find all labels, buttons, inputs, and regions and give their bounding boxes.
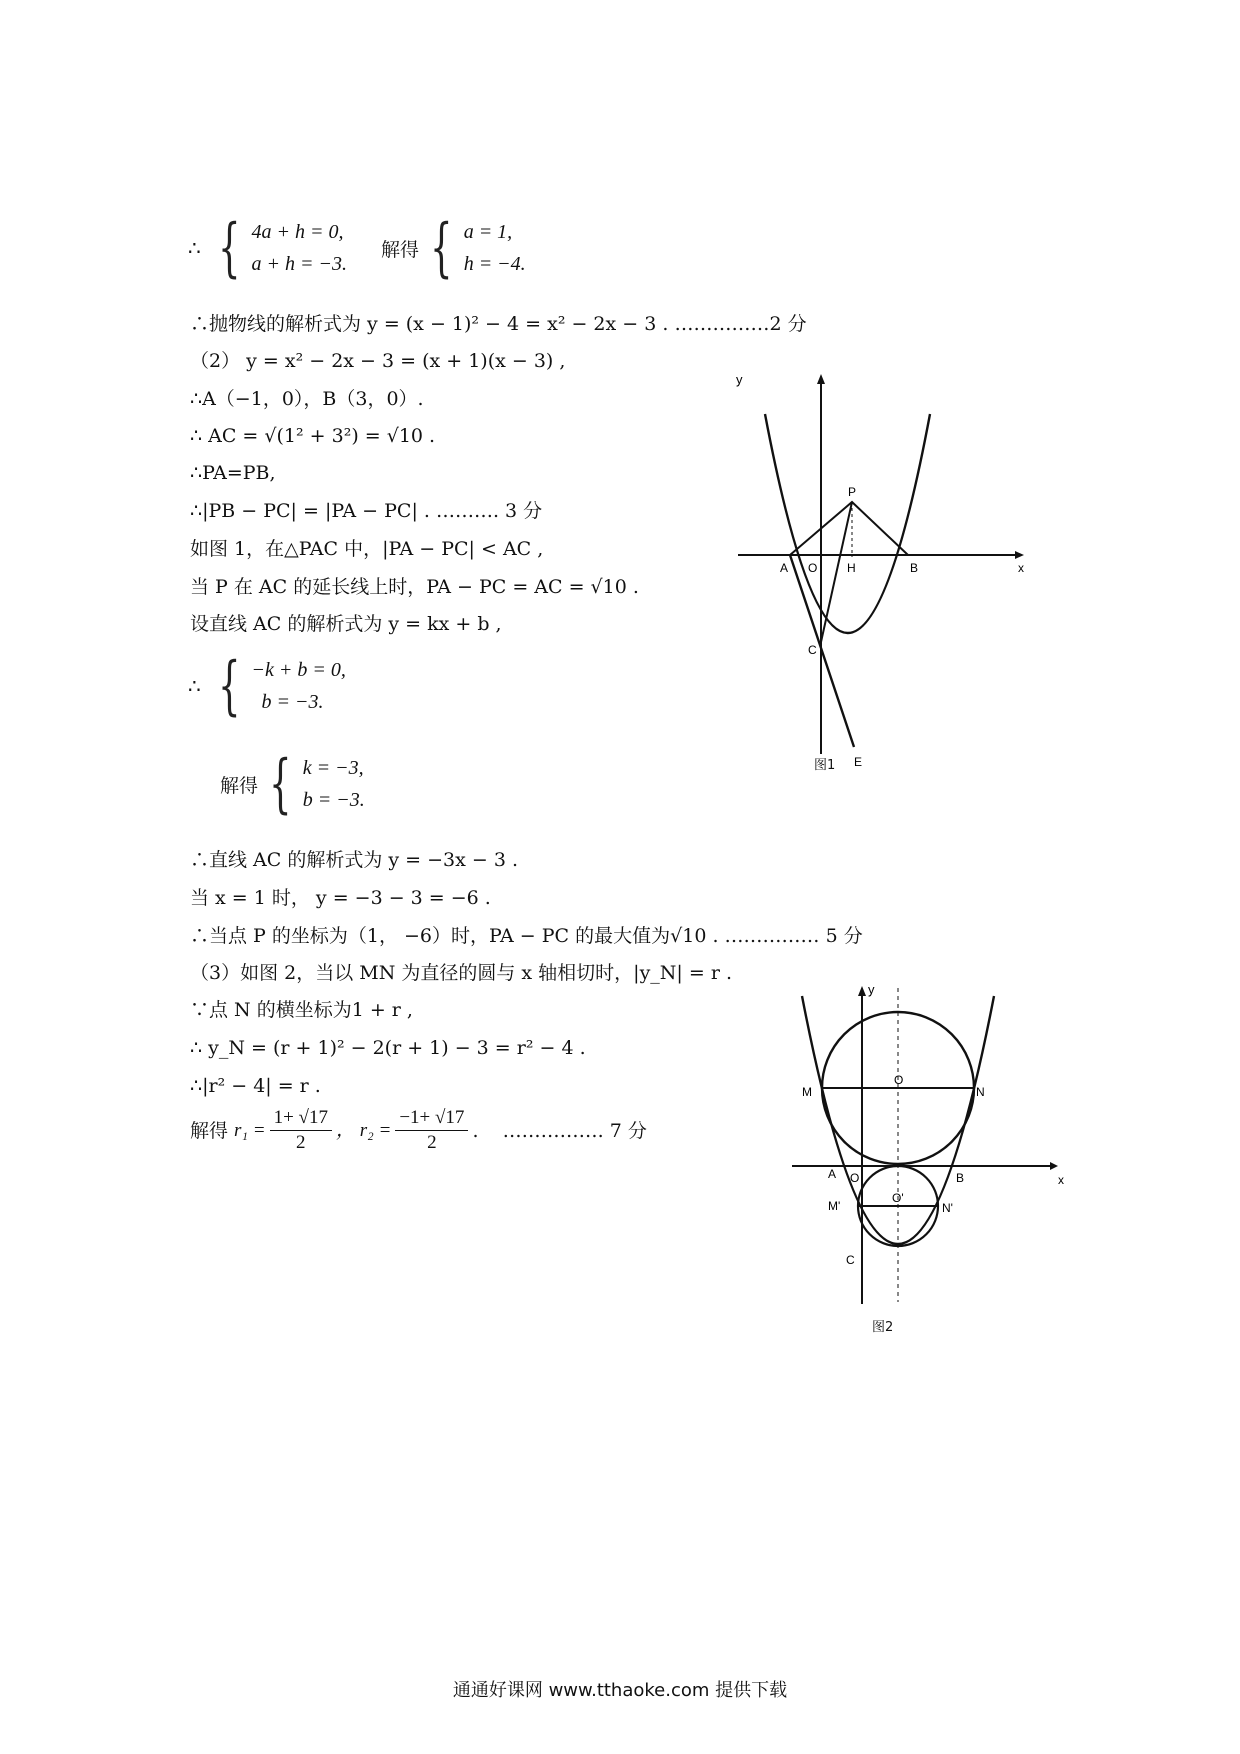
left-brace: { bbox=[217, 211, 241, 285]
therefore-symbol: ∴ bbox=[188, 674, 201, 698]
system-3-lines bbox=[303, 755, 365, 813]
therefore-symbol: ∴ bbox=[188, 236, 201, 260]
system-1-solution bbox=[464, 219, 526, 277]
label-y: y bbox=[736, 372, 743, 387]
system-1-lines bbox=[251, 219, 347, 277]
label-m: M bbox=[802, 1085, 812, 1099]
text-line: 如图 1，在△PAC 中，|PA − PC| < AC , bbox=[190, 538, 544, 560]
text-line: ∴ y_N = (r + 1)² − 2(r + 1) − 3 = r² − 4 . bbox=[190, 1037, 586, 1059]
text-line: ∴A（−1，0），B（3，0）. bbox=[190, 388, 424, 410]
page-footer: 通通好课网 www.tthaoke.com 提供下载 bbox=[452, 1680, 788, 1701]
system-2-line-2: b = −3. bbox=[251, 691, 324, 713]
solution-line-2: h = −4. bbox=[463, 253, 526, 275]
text-line: ∴当点 P 的坐标为（1， −6）时，PA − PC 的最大值为√10 . …………… 5 分 bbox=[190, 925, 863, 947]
y-axis-arrow bbox=[858, 986, 866, 996]
text-line: 当 P 在 AC 的延长线上时，PA − PC = AC = √10 . bbox=[190, 576, 639, 598]
y-axis-arrow bbox=[817, 374, 825, 384]
fraction-denominator: 2 bbox=[296, 1132, 306, 1153]
r1-lhs: r₁ = bbox=[234, 1119, 266, 1141]
system-2-line-1: −k + b = 0, bbox=[251, 659, 346, 681]
figure-1-diagram bbox=[730, 372, 1030, 772]
fraction-numerator: 1+ √17 bbox=[270, 1106, 332, 1131]
label-p: P bbox=[848, 485, 857, 499]
label-o: O bbox=[808, 561, 818, 575]
label-a: A bbox=[780, 561, 789, 575]
solve-label: 解得 bbox=[220, 774, 259, 797]
text-line: ∴抛物线的解析式为 y = (x − 1)² − 4 = x² − 2x − 3 . ……………2 分 bbox=[190, 313, 807, 335]
label-n: N bbox=[976, 1085, 985, 1099]
system-1-line-1: 4a + h = 0, bbox=[251, 221, 344, 243]
score-note: . ……………. 7 分 bbox=[472, 1119, 647, 1142]
label-m-prime: M' bbox=[828, 1199, 841, 1213]
label-x: x bbox=[1018, 561, 1024, 575]
figure-2 bbox=[780, 980, 1100, 1335]
text-line: ∴|r² − 4| = r . bbox=[190, 1075, 321, 1097]
text-line: （3）如图 2，当以 MN 为直径的圆与 x 轴相切时，|y_N| = r . bbox=[190, 962, 732, 984]
fraction-denominator: 2 bbox=[427, 1132, 437, 1153]
label-e: E bbox=[854, 755, 863, 769]
equation-system-1 bbox=[188, 211, 526, 285]
text-line: ∴ AC = √(1² + 3²) = √10 . bbox=[190, 425, 436, 447]
label-b: B bbox=[956, 1171, 965, 1185]
label-o-center: O bbox=[894, 1073, 904, 1087]
x-axis-arrow bbox=[1015, 551, 1024, 559]
system-1-line-2: a + h = −3. bbox=[251, 253, 347, 275]
text-line: ∴直线 AC 的解析式为 y = −3x − 3 . bbox=[190, 849, 519, 871]
text-line: 设直线 AC 的解析式为 y = kx + b , bbox=[190, 613, 502, 635]
r2-lhs: ， r₂ = bbox=[336, 1119, 392, 1141]
solution-line-1: a = 1, bbox=[463, 221, 513, 243]
fraction-numerator: −1+ √17 bbox=[395, 1106, 468, 1131]
solve-label: 解得 bbox=[190, 1119, 229, 1142]
triangle-pab bbox=[790, 502, 908, 555]
left-brace: { bbox=[217, 649, 241, 723]
text-line: ∴PA=PB, bbox=[190, 462, 276, 484]
x-axis-arrow bbox=[1050, 1162, 1058, 1170]
equation-system-3 bbox=[220, 747, 365, 821]
left-brace: { bbox=[269, 747, 292, 821]
label-a: A bbox=[828, 1167, 837, 1181]
solution-line-r bbox=[190, 1106, 647, 1155]
label-x: x bbox=[1058, 1173, 1064, 1187]
text-line: （2） y = x² − 2x − 3 = (x + 1)(x − 3) , bbox=[190, 350, 566, 372]
fraction-r1 bbox=[270, 1106, 332, 1155]
figure-2-diagram bbox=[780, 980, 1100, 1320]
left-brace: { bbox=[430, 211, 453, 285]
system-3-line-1: k = −3, bbox=[302, 757, 364, 779]
label-n-prime: N' bbox=[942, 1201, 953, 1215]
label-b: B bbox=[910, 561, 919, 575]
label-c: C bbox=[846, 1253, 855, 1267]
text-line: ∵点 N 的横坐标为1 + r , bbox=[190, 999, 413, 1021]
system-3-line-2: b = −3. bbox=[302, 789, 365, 811]
label-c: C bbox=[808, 643, 817, 657]
fraction-r2 bbox=[395, 1106, 468, 1155]
label-h: H bbox=[847, 561, 856, 575]
solve-label: 解得 bbox=[380, 238, 419, 261]
text-line: 当 x = 1 时， y = −3 − 3 = −6 . bbox=[190, 887, 491, 909]
label-o: O bbox=[850, 1171, 860, 1185]
figure-1 bbox=[730, 372, 1030, 777]
system-2-lines bbox=[251, 657, 345, 715]
label-o-prime: O' bbox=[892, 1191, 904, 1205]
label-y: y bbox=[868, 982, 875, 997]
equation-system-2 bbox=[188, 649, 346, 723]
text-line: ∴|PB − PC| = |PA − PC| . ………. 3 分 bbox=[190, 500, 543, 522]
figure-2-caption: 图2 bbox=[872, 1320, 894, 1335]
figure-1-caption: 图1 bbox=[814, 758, 836, 773]
